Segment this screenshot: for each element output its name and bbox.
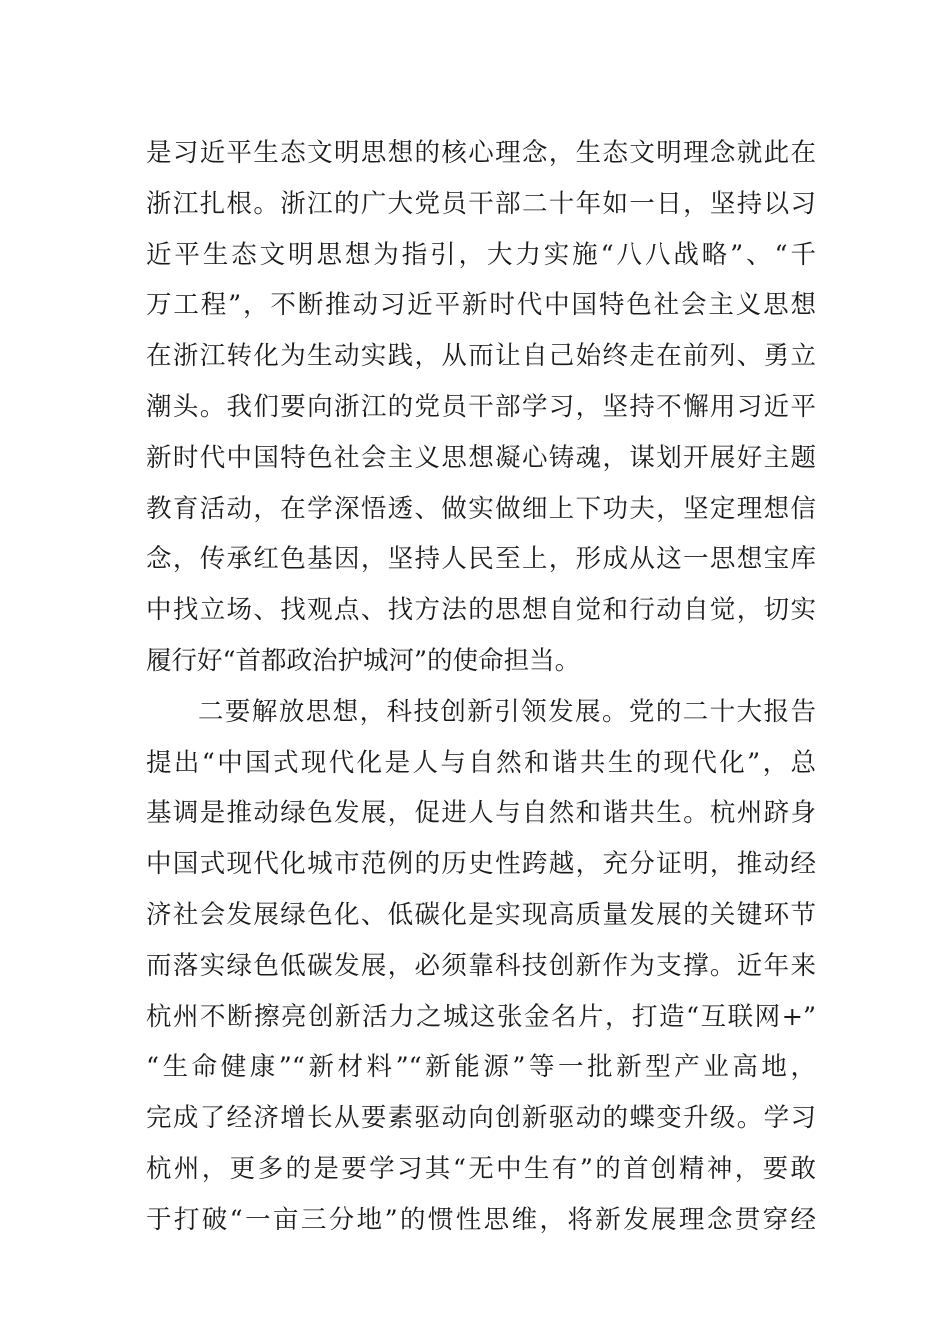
document-body bbox=[146, 128, 816, 1246]
text-line: “生命健康”“新材料”“新能源”等一批新型产业高地， bbox=[146, 1052, 816, 1083]
text-line: 提出“中国式现代化是人与自然和谐共生的现代化”，总 bbox=[146, 747, 816, 778]
text-line: 基调是推动绿色发展，促进人与自然和谐共生。杭州跻身 bbox=[146, 798, 816, 829]
text-line: 杭州不断擦亮创新活力之城这张金名片，打造“互联网+” bbox=[146, 1001, 816, 1032]
text-line: 万工程”，不断推动习近平新时代中国特色社会主义思想 bbox=[146, 290, 816, 321]
text-line: 是习近平生态文明思想的核心理念，生态文明理念就此在 bbox=[146, 138, 816, 168]
text-line: 教育活动，在学深悟透、做实做细上下功夫，坚定理想信 bbox=[146, 493, 816, 524]
text-line: 在浙江转化为生动实践，从而让自己始终走在前列、勇立 bbox=[146, 341, 816, 372]
text-line: 完成了经济增长从要素驱动向创新驱动的蝶变升级。学习 bbox=[146, 1103, 816, 1134]
text-line: 济社会发展绿色化、低碳化是实现高质量发展的关键环节 bbox=[146, 899, 816, 930]
paragraph-1 bbox=[146, 128, 816, 687]
text-line: 履行好“首都政治护城河”的使命担当。 bbox=[146, 645, 581, 676]
paragraph-2 bbox=[146, 687, 816, 1246]
text-line: 于打破“一亩三分地”的惯性思维，将新发展理念贯穿经 bbox=[146, 1204, 816, 1235]
text-line: 念，传承红色基因，坚持人民至上，形成从这一思想宝库 bbox=[146, 544, 816, 575]
text-line: 中找立场、找观点、找方法的思想自觉和行动自觉，切实 bbox=[146, 595, 816, 626]
text-line: 近平生态文明思想为指引，大力实施“八八战略”、“千 bbox=[146, 239, 816, 270]
text-line: 浙江扎根。浙江的广大党员干部二十年如一日，坚持以习 bbox=[146, 188, 816, 219]
text-line: 杭州，更多的是要学习其“无中生有”的首创精神，要敢 bbox=[146, 1153, 816, 1184]
text-line: 潮头。我们要向浙江的党员干部学习，坚持不懈用习近平 bbox=[146, 391, 816, 422]
text-line: 而落实绿色低碳发展，必须靠科技创新作为支撑。近年来 bbox=[146, 950, 816, 981]
text-line: 新时代中国特色社会主义思想凝心铸魂，谋划开展好主题 bbox=[146, 442, 816, 473]
text-line: 二要解放思想，科技创新引领发展。党的二十大报告 bbox=[198, 696, 816, 727]
text-line: 中国式现代化城市范例的历史性跨越，充分证明，推动经 bbox=[146, 849, 816, 880]
